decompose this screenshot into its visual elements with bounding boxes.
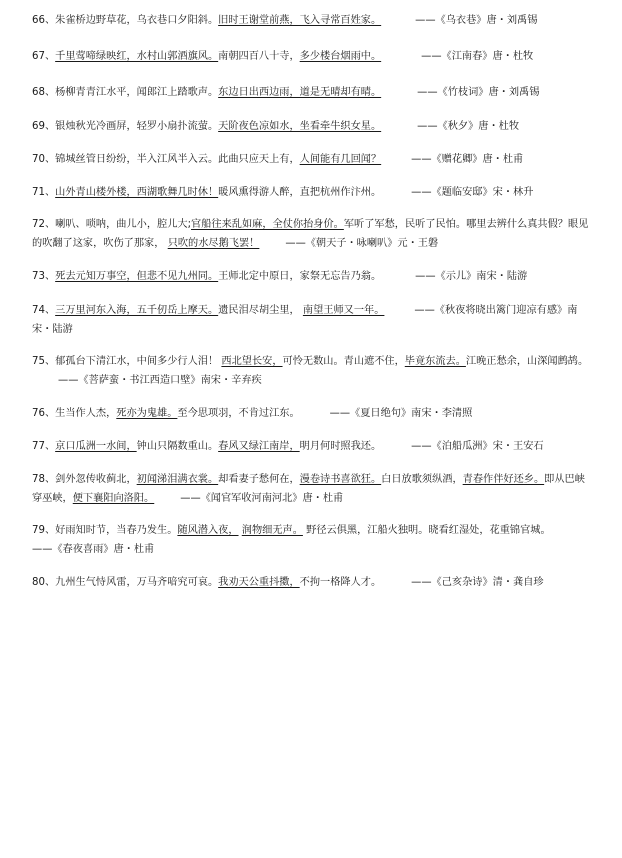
poem-source: ——《竹枝词》唐・刘禹锡 [417, 87, 540, 98]
poem-entry-68: 68、杨柳青青江水平，闻郎江上踏歌声。东边日出西边雨，道是无晴却有晴。 ——《竹枝词》唐・刘禹锡 [32, 87, 540, 98]
poem-entry-67: 67、千里莺啼绿映红，水村山郭酒旗风。南朝四百八十寺，多少楼台烟雨中。 ——《江南春》唐・杜牧 [32, 51, 534, 62]
underlined-line: 多少楼台烟雨中。 [299, 51, 382, 62]
underlined-line: 官船往来乱如麻，全仗你抬身价。 [191, 219, 344, 230]
underlined-line: 只吹的水尽鹅飞罢！ [167, 238, 260, 249]
underlined-line: 我劝天公重抖擞， [218, 577, 300, 588]
poem-entry-75: 75、郁孤台下清江水，中间多少行人泪！ 西北望长安，可怜无数山。青山遮不住，毕竟东流去。江晚正愁余，山深闻鹧鸪。——《菩萨蛮・书江西造口壁》南宋・辛弃疾 [32, 356, 589, 386]
entry-number: 77 [32, 441, 45, 452]
poem-source: ——《题临安邸》宋・林升 [411, 187, 534, 198]
poem-entry-73: 73、死去元知万事空，但悲不见九州同。王师北定中原日，家祭无忘告乃翁。 ——《示儿》南宋・陆游 [32, 271, 528, 282]
entry-number: 75 [32, 356, 45, 367]
entry-number: 73 [32, 271, 45, 282]
poem-entry-71: 71、山外青山楼外楼，西湖歌舞几时休！暖风熏得游人醉，直把杭州作汴州。 ——《题临安邸》宋・林升 [32, 187, 534, 198]
poem-source: ——《乌衣巷》唐・刘禹锡 [415, 15, 538, 26]
poem-entry-77: 77、京口瓜洲一水间，钟山只隔数重山。春风又绿江南岸，明月何时照我还。 ——《泊船瓜洲》宋・王安石 [32, 441, 544, 452]
underlined-line: 润物细无声。 [241, 525, 303, 536]
entry-number: 69 [32, 121, 45, 132]
poem-source: ——《夏日绝句》南宋・李清照 [329, 408, 473, 419]
poem-source: ——《朝天子・咏喇叭》元・王磐 [285, 238, 439, 249]
underlined-line: 漫卷诗书喜欲狂。 [299, 474, 382, 485]
entry-number: 74 [32, 305, 45, 316]
poem-entry-70: 70、锦城丝管日纷纷，半入江风半入云。此曲只应天上有，人间能有几回闻？ ——《赠花卿》唐・杜甫 [32, 154, 524, 165]
entry-number: 68 [32, 87, 45, 98]
entry-number: 66 [32, 15, 45, 26]
underlined-line: 随风潜入夜， [177, 525, 239, 536]
underlined-line: 山外青山楼外楼，西湖歌舞几时休！ [55, 187, 219, 198]
poem-entry-72: 72、喇叭、唢呐，曲儿小，腔儿大;官船往来乱如麻，全仗你抬身价。军听了军愁，民听了民怕。哪里去辨什么真共假？眼见的吹翻了这家，吹伤了那家， 只吹的水尽鹅飞罢！ ——《朝天子・咏喇叭》元・王磐 [32, 219, 589, 249]
underlined-line: 人间能有几回闻？ [299, 154, 382, 165]
underlined-line: 东边日出西边雨，道是无晴却有晴。 [218, 87, 382, 98]
underlined-line: 西北望长安， [221, 356, 283, 367]
underlined-line: 南望王师又一年。 [302, 305, 385, 316]
poem-entry-69: 69、银烛秋光冷画屏，轻罗小扇扑流萤。天阶夜色凉如水，坐看牵牛织女星。 ——《秋夕》唐・杜牧 [32, 121, 520, 132]
poem-source: ——《秋夜将晓出篱门迎凉有感》南宋・陆游 [32, 305, 578, 335]
poem-entry-80: 80、九州生气恃风雷，万马齐喑究可哀。我劝天公重抖擞，不拘一格降人才。 ——《己亥杂诗》清・龚自珍 [32, 577, 544, 588]
entry-number: 71 [32, 187, 45, 198]
poem-entry-76: 76、生当作人杰，死亦为鬼雄。至今思项羽，不肯过江东。 ——《夏日绝句》南宋・李清照 [32, 408, 473, 419]
entry-number: 80 [32, 577, 45, 588]
entry-number: 79 [32, 525, 45, 536]
poem-entry-74: 74、三万里河东入海，五千仞岳上摩天。遗民泪尽胡尘里， 南望王师又一年。 ——《秋夜将晓出篱门迎凉有感》南宋・陆游 [32, 305, 578, 335]
entry-number: 72 [32, 219, 45, 230]
poem-source: ——《菩萨蛮・书江西造口壁》南宋・辛弃疾 [58, 375, 262, 386]
poem-entry-79: 79、好雨知时节，当春乃发生。随风潜入夜， 润物细无声。 野径云俱黑，江船火独明。晓看红湿处，花重锦官城。——《春夜喜雨》唐・杜甫 [32, 525, 551, 555]
poem-entry-78: 78、剑外忽传收蓟北，初闻涕泪满衣裳。却看妻子愁何在，漫卷诗书喜欲狂。白日放歌须纵酒，青春作伴好还乡。即从巴峡穿巫峡，便下襄阳向洛阳。 ——《闻官军收河南河北》唐・杜甫 [32, 474, 585, 504]
underlined-line: 春风又绿江南岸， [218, 441, 300, 452]
underlined-line: 初闻涕泪满衣裳。 [136, 474, 219, 485]
poem-source: ——《秋夕》唐・杜牧 [417, 121, 520, 132]
underlined-line: 京口瓜洲一水间， [55, 441, 137, 452]
poem-source: ——《泊船瓜洲》宋・王安石 [411, 441, 544, 452]
poem-source: ——《闻官军收河南河北》唐・杜甫 [180, 493, 344, 504]
poem-source: ——《春夜喜雨》唐・杜甫 [32, 544, 155, 555]
underlined-line: 旧时王谢堂前燕，飞入寻常百姓家。 [218, 15, 382, 26]
poem-source: ——《己亥杂诗》清・龚自珍 [411, 577, 544, 588]
underlined-line: 死去元知万事空，但悲不见九州同。 [55, 271, 219, 282]
underlined-line: 千里莺啼绿映红，水村山郭酒旗风。 [55, 51, 219, 62]
underlined-line: 毕竟东流去。 [404, 356, 466, 367]
entry-number: 70 [32, 154, 45, 165]
entry-number: 67 [32, 51, 45, 62]
poem-entry-66: 66、朱雀桥边野草花，乌衣巷口夕阳斜。旧时王谢堂前燕，飞入寻常百姓家。 ——《乌衣巷》唐・刘禹锡 [32, 15, 538, 26]
poem-source: ——《示儿》南宋・陆游 [415, 271, 528, 282]
entry-number: 78 [32, 474, 45, 485]
underlined-line: 死亦为鬼雄。 [116, 408, 178, 419]
entry-number: 76 [32, 408, 45, 419]
underlined-line: 三万里河东入海，五千仞岳上摩天。 [55, 305, 219, 316]
poem-source: ——《赠花卿》唐・杜甫 [411, 154, 524, 165]
poem-source: ——《江南春》唐・杜牧 [421, 51, 534, 62]
underlined-line: 天阶夜色凉如水，坐看牵牛织女星。 [218, 121, 382, 132]
underlined-line: 青春作伴好还乡。 [462, 474, 545, 485]
underlined-line: 便下襄阳向洛阳。 [72, 493, 155, 504]
